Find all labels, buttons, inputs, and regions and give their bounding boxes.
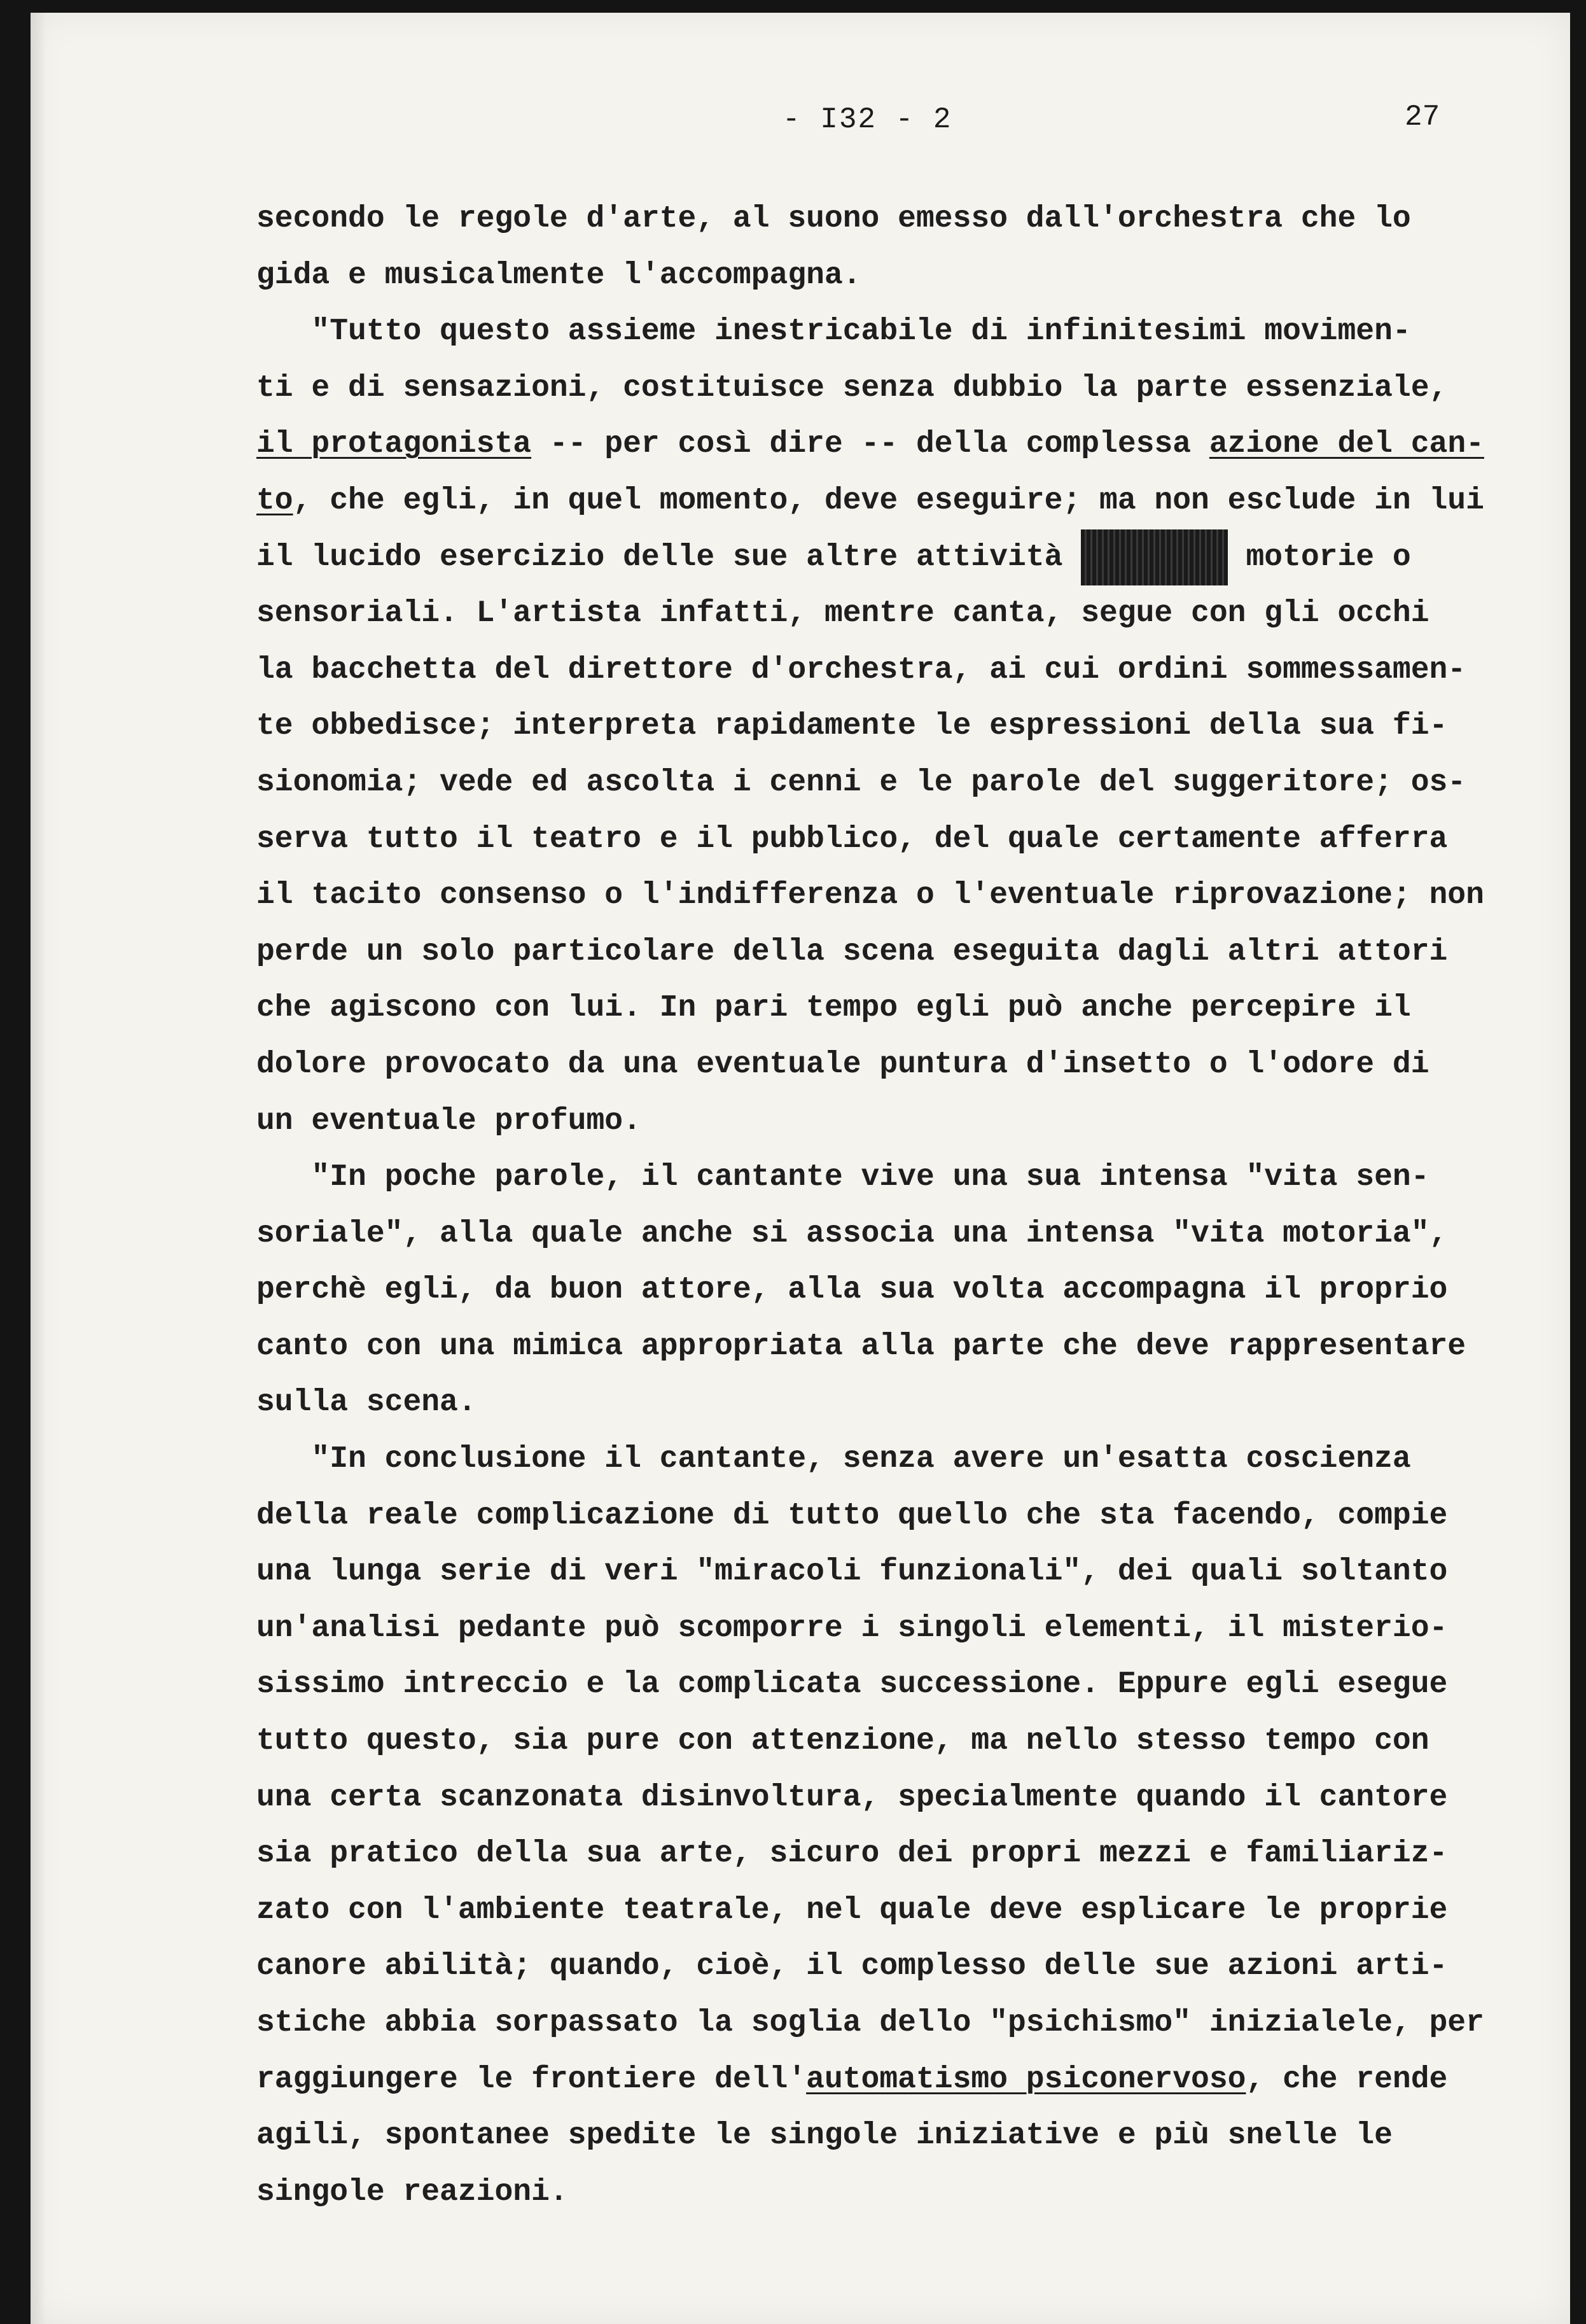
page-label: - I32 - 2 [783, 103, 952, 136]
line-text: sulla scena. [256, 1385, 476, 1420]
struck-out-text [1081, 529, 1227, 586]
line-text: perchè egli, da buon attore, alla sua volta accompagna il proprio [256, 1273, 1448, 1308]
line-text: singole reazioni. [256, 2174, 568, 2209]
typewritten-page [31, 13, 1570, 2324]
line-text: canto con una mimica appropriata alla parte che deve rappresentare [256, 1329, 1466, 1364]
text-line [256, 1488, 1586, 1544]
page-header [31, 97, 1570, 148]
line-text: "In poche parole, il cantante vive una sua intensa "vita sen- [256, 1160, 1429, 1195]
line-text: sia pratico della sua arte, sicuro dei propri mezzi e familiariz- [256, 1837, 1448, 1872]
text-line [256, 416, 1586, 473]
text-line [256, 1149, 1586, 1206]
body-text [256, 191, 1586, 2220]
text-line [256, 1938, 1586, 1995]
line-text: motorie o [1227, 540, 1411, 575]
text-line [256, 1375, 1586, 1431]
line-text: tutto questo, sia pure con attenzione, ma nello stesso tempo con [256, 1724, 1429, 1759]
text-line [256, 2108, 1586, 2164]
text-line [256, 1770, 1586, 1826]
line-text: raggiungere le frontiere dell' [256, 2062, 807, 2097]
underlined-phrase: to [256, 483, 293, 518]
underlined-phrase: automatismo psiconervoso [806, 2062, 1246, 2097]
text-line [256, 867, 1586, 924]
text-line [256, 1713, 1586, 1770]
text-line [256, 2052, 1586, 2108]
line-text: la bacchetta del direttore d'orchestra, ai cui ordini sommessamen- [256, 652, 1466, 687]
line-text: secondo le regole d'arte, al suono emesso dall'orchestra che lo [256, 202, 1411, 236]
line-text: sionomia; vede ed ascolta i cenni e le parole del suggeritore; os- [256, 765, 1466, 800]
line-text: soriale", alla quale anche si associa una intensa "vita motoria", [256, 1216, 1448, 1251]
line-text: sensoriali. L'artista infatti, mentre canta, segue con gli occhi [256, 596, 1429, 631]
text-line [256, 2164, 1586, 2221]
line-text: , che egli, in quel momento, deve eseguire; ma non esclude in lui [293, 483, 1484, 518]
line-text: "In conclusione il cantante, senza avere un'esatta coscienza [256, 1442, 1411, 1477]
text-line [256, 755, 1586, 811]
text-line [256, 191, 1586, 248]
line-text: gida e musicalmente l'accompagna. [256, 258, 861, 293]
text-line [256, 1431, 1586, 1488]
text-line [256, 529, 1586, 586]
line-text: sissimo intreccio e la complicata successione. Eppure egli esegue [256, 1667, 1448, 1702]
text-line [256, 698, 1586, 755]
text-line [256, 1206, 1586, 1263]
line-text: "Tutto questo assieme inestricabile di infinitesimi movimen- [256, 314, 1411, 349]
line-text: della reale complicazione di tutto quello che sta facendo, compie [256, 1498, 1448, 1533]
text-line [256, 1037, 1586, 1093]
text-line [256, 1262, 1586, 1319]
line-text: il tacito consenso o l'indifferenza o l'eventuale riprovazione; non [256, 878, 1484, 913]
line-text: stiche abbia sorpassato la soglia dello "psichismo" inizialele, per [256, 2006, 1484, 2040]
page-number: 27 [1405, 101, 1440, 134]
text-line [256, 360, 1586, 417]
text-line [256, 1319, 1586, 1375]
line-text: perde un solo particolare della scena eseguita dagli altri attori [256, 934, 1448, 969]
line-text: una lunga serie di veri "miracoli funzionali", dei quali soltanto [256, 1555, 1448, 1590]
text-line [256, 1995, 1586, 2052]
line-text: un'analisi pedante può scomporre i singoli elementi, il misterio- [256, 1611, 1448, 1646]
line-text: il lucido esercizio delle sue altre attività [256, 540, 1063, 575]
text-line [256, 1600, 1586, 1657]
line-text: -- per così dire -- della complessa [531, 427, 1209, 462]
text-line [256, 248, 1586, 304]
line-text: serva tutto il teatro e il pubblico, del quale certamente afferra [256, 822, 1448, 857]
line-text: un eventuale profumo. [256, 1103, 641, 1138]
text-line [256, 1656, 1586, 1713]
text-line [256, 980, 1586, 1037]
line-text: che agiscono con lui. In pari tempo egli può anche percepire il [256, 991, 1411, 1026]
text-line [256, 642, 1586, 699]
text-line [256, 1544, 1586, 1600]
text-line [256, 473, 1586, 529]
line-text: agili, spontanee spedite le singole iniziative e più snelle le [256, 2118, 1393, 2153]
text-line [256, 1882, 1586, 1939]
text-line [256, 1093, 1586, 1150]
underlined-phrase: azione del can- [1209, 427, 1484, 462]
line-text: una certa scanzonata disinvoltura, specialmente quando il cantore [256, 1780, 1448, 1815]
line-text: dolore provocato da una eventuale puntura d'insetto o l'odore di [256, 1047, 1429, 1082]
line-text: , che rende [1246, 2062, 1448, 2097]
line-text: canore abilità; quando, cioè, il complesso delle sue azioni arti- [256, 1949, 1448, 1984]
underlined-phrase: il protagonista [256, 427, 532, 462]
line-text: zato con l'ambiente teatrale, nel quale deve esplicare le proprie [256, 1893, 1448, 1928]
line-text: ti e di sensazioni, costituisce senza dubbio la parte essenziale, [256, 370, 1448, 405]
text-line [256, 1826, 1586, 1882]
text-line [256, 924, 1586, 981]
text-line [256, 811, 1586, 868]
text-line [256, 585, 1586, 642]
line-text: te obbedisce; interpreta rapidamente le espressioni della sua fi- [256, 709, 1448, 744]
text-line [256, 304, 1586, 360]
